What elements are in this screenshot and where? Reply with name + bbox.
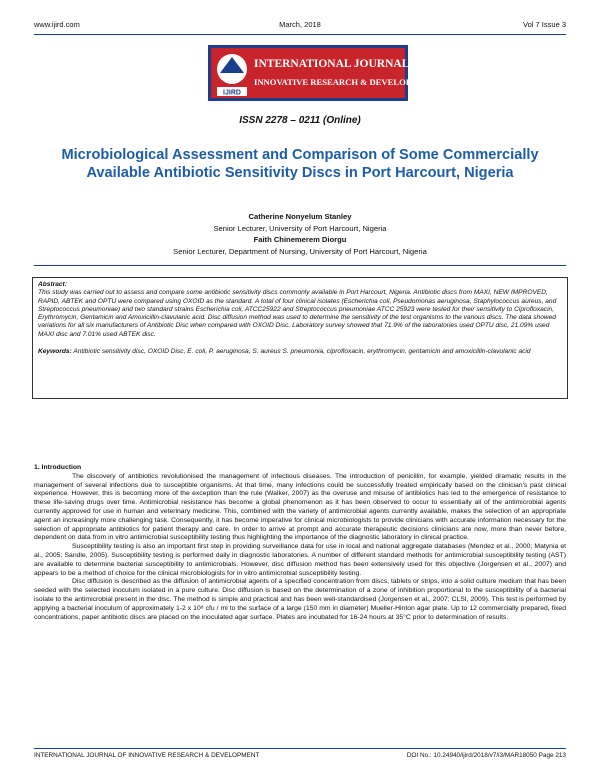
authors-rule	[34, 265, 566, 266]
logo-line-2: INNOVATIVE RESEARCH & DEVELOPMENT	[254, 77, 437, 87]
footer-rule	[34, 748, 566, 749]
issn: ISSN 2278 – 0211 (Online)	[239, 115, 361, 126]
logo-badge-text: IJIRD	[223, 89, 241, 97]
header-website[interactable]: www.ijird.com	[34, 20, 80, 29]
author-affiliation-1: Senior Lecturer, University of Port Harcourt, Nigeria	[213, 223, 387, 233]
section-heading: 1. Introduction	[34, 464, 82, 471]
journal-logo	[208, 45, 437, 101]
paper-title: Microbiological Assessment and Comparison of Some Commercially Available Antibiotic Sensitivity Discs in Port Harcourt, Nigeria	[61, 147, 539, 181]
page-header	[34, 20, 566, 32]
abstract-heading: Abstract:	[38, 281, 67, 288]
author-affiliation-2: Senior Lecturer, Department of Nursing, University of Port Harcourt, Nigeria	[173, 246, 427, 256]
header-rule	[34, 34, 566, 35]
abstract-box	[32, 277, 568, 399]
intro-paragraph-2: Susceptibility testing is also an important first step in providing surveillance data for use in local and national aggregate databases (Mendez et al., 2000; Matynia et al., 2005; Sandle, 2005). Susceptibility testing is performed daily in diagnostic laboratories. A number of different standard methods for antimicrobial susceptibility testing (AST) are available to determine bacterial susceptibility to antimicrobials. However, disc diffusion method has been extensively used for this objective (Jorgensen et al., 2007) and appears to be a method of choice for the clinical microbiologists for in vitro antimicrobial susceptibility testing.	[34, 543, 566, 577]
keywords-heading: Keywords:	[38, 348, 72, 356]
abstract-text: This study was carried out to assess and compare some antibiotic sensitivity discs commonly available in Port Harcourt, Nigeria. Antibiotic discs from MAXI, NEW IMPROVED, RAPID, ABTEK and OPTU were compared using OXOID as the standard. A total of four clinical isolates (Escherichia coli, Pseudomonas aeruginosa, Staphylococcus aureus, and Streptococcus pneumoniae) and two standard strains Escherichia coli, ATCC25922 and Streptococcus pneumoniae ATCC 25923 were tested for their sensitivity to Ciprofloxacin, Erythromycin, Gentamicin and Amoxicillin-clavulanic acid. Disc diffusion method was used to determine the sensitivity of the test organisms to the various discs. The data showed variations for all six manufacturers of Antibiotic Disc when compared with OXOID Disc. Laboratory survey showed that 71.9% of the laboratories used OPTU disc, 21.09% used MAXI disc and 7.01% used ABTEK disc.	[38, 289, 557, 338]
introduction-section	[34, 464, 566, 622]
header-volume: Vol 7 Issue 3	[523, 20, 566, 29]
page-footer	[34, 752, 566, 762]
footer-doi-page: DOI No.: 10.24940/ijird/2018/v7/i3/MAR18050 Page 213	[406, 752, 566, 759]
author-name-2: Faith Chinemerem Diorgu	[253, 235, 347, 244]
intro-paragraph-1: The discovery of antibiotics revolutionised the management of infectious diseases. The introduction of penicillin, for example, yielded dramatic results in the management of several infections due to susceptible organisms. At that time, many infections could be successfully treated empirically based on the clinician's past clinical experience. However, this is becoming more of the exception than the rule (Walker, 2007) as the overuse and misuse of antibiotics has led to the emergence of resistance to these life-saving drugs over time. Antimicrobial resistance has become a global phenomenon as it has been observed to occur to essentially all of the antimicrobial agents currently approved for use in human and veterinary medicine. This, combined with the variety of antimicrobial agents currently available, makes the selection of an appropriate agent an increasingly more challenging task. Consequently, it has become imperative for clinical microbiologists to provide clinicians with accurate information necessary for the selection of appropriate antibiotics for patient therapy and care. In order to arrive at prompt and accurate therapeutic decisions clinicians are now, more than never before, dependent on data from in vitro antimicrobial susceptibility testing thus highlighting the importance of the diagnostic laboratory in clinical practice.	[34, 472, 566, 542]
keywords-text: Antibiotic sensitivity disc, OXOID Disc, E. coli, P. aeruginosa, S. aureus S. pneumonia, ciprofloxacin, erythromycin, gentamicin and amoxicillin-clavulanic acid	[73, 348, 531, 356]
logo-line-1: INTERNATIONAL JOURNAL OF	[254, 58, 428, 70]
author-name-1: Catherine Nonyelum Stanley	[248, 212, 352, 221]
footer-journal: INTERNATIONAL JOURNAL OF INNOVATIVE RESEARCH & DEVELOPMENT	[34, 752, 260, 759]
keywords-line	[38, 348, 562, 356]
header-date: March, 2018	[279, 20, 321, 29]
author-block	[0, 211, 600, 257]
intro-paragraph-3: Disc diffusion is described as the diffusion of antimicrobial agents of a specified concentration from discs, tablets or strips, into a solid culture medium that has been seeded with the selected inoculum isolated in a pure culture. Disc diffusion is based on the determination of a zone of inhibition proportional to the susceptibility of a bacterial isolate to the antimicrobial present in the disc. The method is simple and practical and has been well-standardised (Jorgensen et al., 2007; CLSI, 2009). This test is performed by applying a bacterial inoculum of approximately 1-2 x 10⁸ cfu / ml to the surface of a large (150 mm in diameter) Mueller-Hinton agar plate. Up to 12 commercially prepared, fixed concentrations, paper antibiotic discs are placed on the inoculated agar surface. Plates are incubated for 16-24 hours at 35°C prior to determination of results.	[34, 578, 566, 621]
